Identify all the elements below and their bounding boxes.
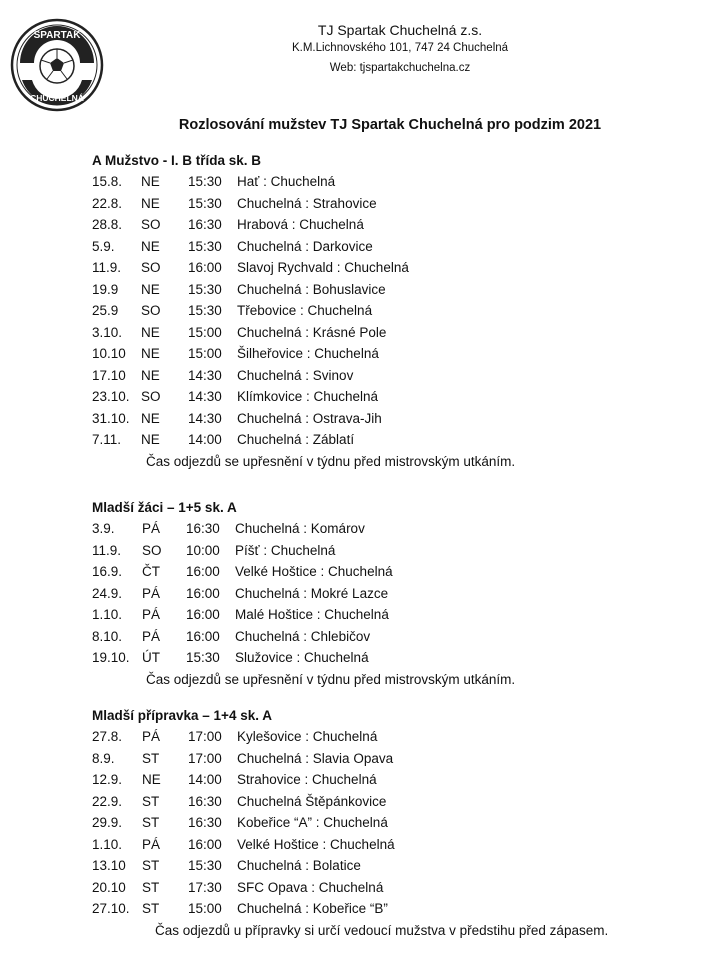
- section-heading: Mladší žáci – 1+5 sk. A: [92, 500, 237, 515]
- fixture-row: [92, 236, 692, 258]
- fixture-time: 16:00: [186, 564, 220, 579]
- fixture-day: SO: [142, 542, 162, 558]
- fixture-day: PÁ: [142, 521, 161, 536]
- fixture-date: 23.10.: [92, 389, 130, 404]
- fixture-date: 19.9: [92, 281, 119, 297]
- fixture-day: ČT: [142, 564, 160, 579]
- schedule-section-younger-pupils: [92, 497, 692, 690]
- fixture-date: 11.9.: [92, 260, 122, 275]
- fixture-row: [92, 812, 692, 834]
- fixture-row: [92, 171, 692, 193]
- fixture-date: 25.9: [92, 303, 119, 318]
- fixture-day: NE: [141, 432, 160, 447]
- fixture-row: [92, 726, 692, 748]
- fixture-time: 15:30: [188, 238, 222, 254]
- fixture-row: [92, 518, 692, 540]
- fixture-time: 16:00: [186, 585, 220, 601]
- fixture-row: [92, 193, 692, 215]
- fixture-day: ST: [142, 750, 160, 766]
- fixture-date: 31.10.: [92, 410, 130, 426]
- fixture-time: 15:30: [188, 303, 222, 318]
- fixture-row: [92, 343, 692, 365]
- fixture-day: ST: [142, 815, 160, 830]
- departure-note: Čas odjezdů u přípravky si určí vedoucí mužstva v předstihu před zápasem.: [155, 922, 609, 938]
- fixture-date: 17.10: [92, 367, 126, 383]
- fixture-day: SO: [141, 303, 161, 318]
- fixture-date: 11.9.: [92, 542, 122, 558]
- organization-address: K.M.Lichnovského 101, 747 24 Chuchelná: [291, 42, 509, 54]
- fixture-day: NE: [141, 195, 160, 211]
- fixture-time: 15:30: [188, 858, 222, 873]
- fixture-day: NE: [141, 174, 160, 189]
- fixture-time: 15:30: [186, 650, 220, 665]
- fixture-match: Velké Hoštice : Chuchelná: [235, 564, 393, 579]
- fixture-date: 10.10: [92, 346, 126, 361]
- fixture-row: [92, 855, 692, 877]
- fixture-date: 7.11.: [92, 432, 122, 447]
- fixture-match: Klímkovice : Chuchelná: [237, 389, 379, 404]
- fixture-time: 15:00: [188, 324, 222, 340]
- fixture-row: [92, 626, 692, 648]
- fixture-time: 14:00: [188, 432, 222, 447]
- fixture-match: Třebovice : Chuchelná: [237, 303, 373, 318]
- fixture-match: Šilheřovice : Chuchelná: [237, 346, 379, 361]
- fixture-day: SO: [141, 260, 161, 275]
- fixture-time: 16:30: [188, 793, 222, 809]
- fixture-day: SO: [141, 389, 161, 404]
- fixture-row: [92, 769, 692, 791]
- fixture-time: 16:00: [188, 836, 222, 852]
- fixture-match: Kylešovice : Chuchelná: [237, 729, 378, 744]
- fixture-day: PÁ: [142, 585, 161, 601]
- logo-bottom-text: CHUCHELNÁ: [30, 93, 84, 103]
- fixture-row: [92, 898, 692, 920]
- fixture-match: Chuchelná : Ostrava-Jih: [237, 410, 382, 426]
- fixture-day: ST: [142, 901, 160, 916]
- fixture-date: 22.8.: [92, 195, 123, 211]
- fixture-date: 27.8.: [92, 729, 123, 744]
- fixture-day: PÁ: [142, 729, 161, 744]
- fixture-time: 10:00: [186, 542, 220, 558]
- fixture-match: Hať : Chuchelná: [237, 174, 336, 189]
- fixture-match: Chuchelná : Komárov: [235, 521, 365, 536]
- fixture-date: 19.10.: [92, 650, 130, 665]
- fixture-match: Chuchelná : Krásné Pole: [237, 324, 387, 340]
- fixture-day: NE: [142, 772, 161, 787]
- fixture-date: 13.10: [92, 858, 126, 873]
- fixture-time: 15:30: [188, 174, 222, 189]
- fixture-match: Chuchelná : Mokré Lazce: [235, 585, 389, 601]
- fixture-day: ST: [142, 858, 160, 873]
- fixture-row: [92, 365, 692, 387]
- fixture-row: [92, 279, 692, 301]
- fixture-match: Malé Hoštice : Chuchelná: [235, 607, 389, 622]
- club-logo: [10, 18, 104, 112]
- fixture-day: PÁ: [142, 836, 161, 852]
- fixture-match: Velké Hoštice : Chuchelná: [237, 836, 395, 852]
- fixture-date: 3.9.: [92, 521, 115, 536]
- fixture-time: 17:30: [188, 879, 222, 895]
- organization-name: TJ Spartak Chuchelná z.s.: [317, 22, 483, 38]
- fixture-date: 5.9.: [92, 238, 115, 254]
- fixture-row: [92, 386, 692, 408]
- fixture-time: 17:00: [188, 729, 222, 744]
- fixture-day: NE: [141, 238, 160, 254]
- fixture-match: Chuchelná : Darkovice: [237, 238, 373, 254]
- fixture-row: [92, 834, 692, 856]
- fixture-match: Slavoj Rychvald : Chuchelná: [237, 260, 409, 275]
- logo-top-text: SPARTAK: [33, 30, 81, 41]
- schedule-section-younger-preparatory: [92, 705, 692, 941]
- fixture-match: Chuchelná : Bohuslavice: [237, 281, 386, 297]
- fixture-row: [92, 214, 692, 236]
- fixture-date: 1.10.: [92, 836, 123, 852]
- fixture-time: 14:00: [188, 772, 222, 787]
- fixture-row: [92, 300, 692, 322]
- fixture-time: 14:30: [188, 367, 222, 383]
- departure-note: Čas odjezdů se upřesnění v týdnu před mistrovským utkáním.: [146, 453, 516, 469]
- fixture-day: PÁ: [142, 628, 161, 644]
- organization-web: Web: tjspartakchuchelna.cz: [329, 62, 471, 74]
- fixture-time: 15:30: [188, 281, 222, 297]
- fixture-date: 16.9.: [92, 564, 123, 579]
- fixture-row: [92, 322, 692, 344]
- fixture-row: [92, 408, 692, 430]
- fixture-day: NE: [141, 367, 160, 383]
- fixture-day: PÁ: [142, 607, 161, 622]
- fixture-day: NE: [141, 346, 160, 361]
- fixture-date: 27.10.: [92, 901, 130, 916]
- fixture-time: 16:30: [188, 217, 222, 232]
- fixture-match: Strahovice : Chuchelná: [237, 772, 377, 787]
- fixture-row: [92, 791, 692, 813]
- fixture-row: [92, 583, 692, 605]
- fixture-match: Služovice : Chuchelná: [235, 650, 369, 665]
- fixture-date: 22.9.: [92, 793, 123, 809]
- fixture-time: 15:00: [188, 346, 222, 361]
- fixture-time: 15:00: [188, 901, 222, 916]
- fixture-date: 15.8.: [92, 174, 123, 189]
- schedule-section-a-team: [92, 150, 692, 472]
- fixture-match: SFC Opava : Chuchelná: [237, 879, 384, 895]
- fixture-date: 3.10.: [92, 324, 123, 340]
- fixture-day: ST: [142, 879, 160, 895]
- fixture-row: [92, 877, 692, 899]
- fixture-match: Chuchelná : Záblatí: [237, 432, 355, 447]
- fixture-match: Píšť : Chuchelná: [235, 542, 336, 558]
- section-heading: Mladší přípravka – 1+4 sk. A: [92, 708, 272, 723]
- fixture-row: [92, 604, 692, 626]
- fixture-day: ÚT: [142, 650, 160, 665]
- fixture-match: Chuchelná : Strahovice: [237, 195, 377, 211]
- fixture-date: 20.10: [92, 879, 126, 895]
- fixture-time: 16:00: [188, 260, 222, 275]
- fixture-match: Chuchelná : Bolatice: [237, 858, 361, 873]
- fixture-day: SO: [141, 217, 161, 232]
- departure-note: Čas odjezdů se upřesnění v týdnu před mistrovským utkáním.: [146, 671, 516, 687]
- fixture-match: Chuchelná : Kobeřice “B”: [237, 901, 388, 916]
- fixture-time: 16:30: [186, 521, 220, 536]
- section-heading: A Mužstvo - I. B třída sk. B: [92, 153, 262, 168]
- fixture-match: Hrabová : Chuchelná: [237, 217, 364, 232]
- fixture-time: 14:30: [188, 389, 222, 404]
- fixture-match: Chuchelná Štěpánkovice: [237, 793, 387, 809]
- fixture-time: 16:00: [186, 628, 220, 644]
- fixture-row: [92, 540, 692, 562]
- fixture-date: 8.10.: [92, 628, 123, 644]
- fixture-date: 1.10.: [92, 607, 123, 622]
- fixture-time: 14:30: [188, 410, 222, 426]
- fixture-date: 29.9.: [92, 815, 123, 830]
- fixture-match: Chuchelná : Svinov: [237, 367, 354, 383]
- fixture-date: 28.8.: [92, 217, 123, 232]
- fixture-row: [92, 748, 692, 770]
- fixture-match: Kobeřice “A” : Chuchelná: [237, 815, 388, 830]
- fixture-time: 17:00: [188, 750, 222, 766]
- fixture-row: [92, 257, 692, 279]
- fixture-date: 8.9.: [92, 750, 115, 766]
- fixture-day: NE: [141, 324, 160, 340]
- fixture-row: [92, 429, 692, 451]
- fixture-time: 16:00: [186, 607, 220, 622]
- fixture-date: 24.9.: [92, 585, 123, 601]
- fixture-date: 12.9.: [92, 772, 123, 787]
- fixture-day: NE: [141, 281, 160, 297]
- document-title: Rozlosování mužstev TJ Spartak Chuchelná pro podzim 2021: [178, 117, 602, 133]
- fixture-row: [92, 561, 692, 583]
- fixture-time: 16:30: [188, 815, 222, 830]
- fixture-day: NE: [141, 410, 160, 426]
- fixture-match: Chuchelná : Slavia Opava: [237, 750, 394, 766]
- fixture-day: ST: [142, 793, 160, 809]
- fixture-match: Chuchelná : Chlebičov: [235, 628, 371, 644]
- fixture-time: 15:30: [188, 195, 222, 211]
- fixture-row: [92, 647, 692, 669]
